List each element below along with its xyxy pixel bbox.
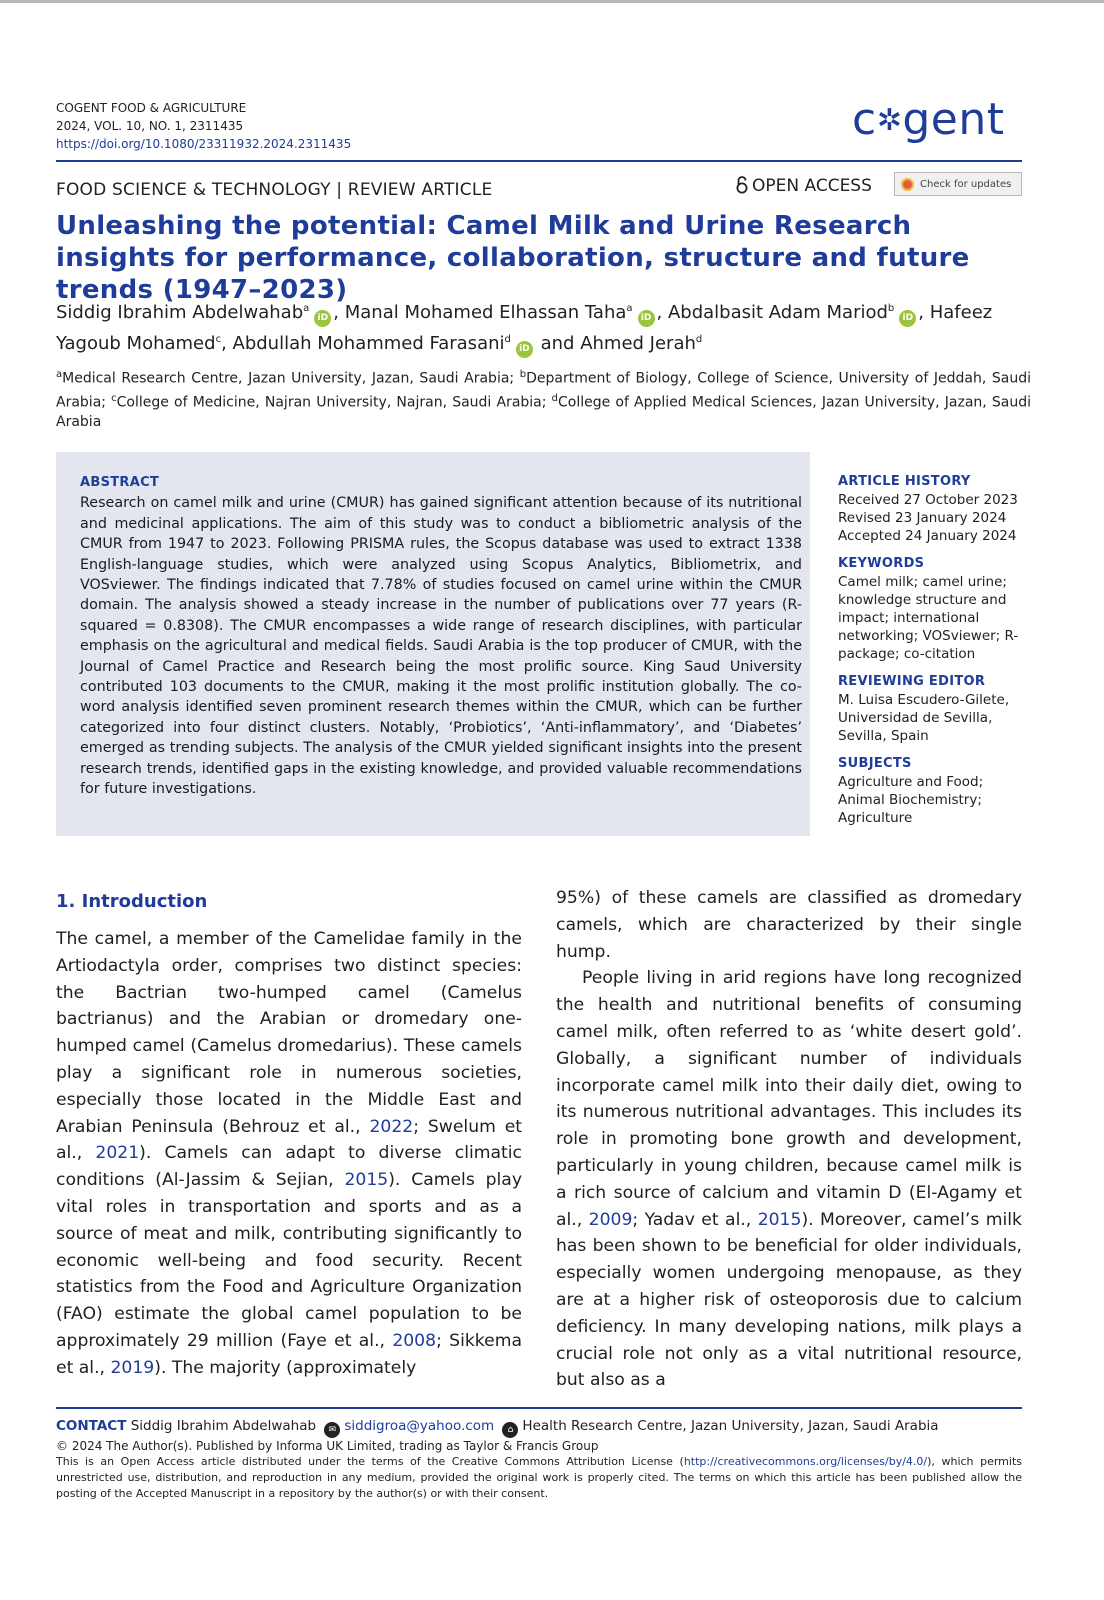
sidebar-text: Received 27 October 2023	[838, 492, 1018, 508]
citation-link[interactable]: 2009	[588, 1209, 633, 1230]
author-name: Abdullah Mohammed Farasani	[232, 333, 505, 354]
author	[233, 333, 535, 354]
sidebar-block	[838, 755, 1028, 827]
body-text: 95%) of these camels are classified as dromedary camels, which are characterized by their single hump.	[556, 888, 1022, 962]
author-separator: ,	[221, 333, 233, 354]
open-access-label: OPEN ACCESS	[752, 176, 872, 196]
footer-rule	[56, 1407, 1022, 1409]
body-text: ). Moreover, camel’s milk has been shown to be beneficial for older individuals, especially women undergoing menopause, as they are at a higher risk of osteoporosis due to calcium deficiency. In many developing nations, milk plays a crucial role not only as a vital nutritional resource, but also as a	[556, 1209, 1022, 1391]
orcid-icon[interactable]: iD	[516, 341, 533, 358]
body-text: ). Camels can adapt to diverse climatic conditions (Al-Jassim & Sejian,	[56, 1143, 522, 1191]
sidebar-text: Camel milk; camel urine; knowledge structure and impact; international networking; VOSviewer; R-package; co-citation	[838, 574, 1019, 662]
body-text: ). Camels play vital roles in transportation and sports and as a source of meat and milk, contributing significantly to economic well-being and food security. Recent statistics from the Food and Agriculture Organization (FAO) estimate the global camel population to be approximately 29 million (Faye et al.,	[56, 1170, 522, 1351]
license-text	[56, 1454, 1022, 1502]
citation-link[interactable]: 2015	[344, 1170, 389, 1191]
sidebar-text: Accepted 24 January 2024	[838, 528, 1017, 544]
author-affiliation-mark: c	[215, 334, 222, 345]
author-separator: ,	[656, 302, 668, 323]
check-updates-label: Check for updates	[920, 178, 1012, 190]
author-affiliation-mark: d	[504, 334, 511, 345]
abstract	[80, 473, 802, 800]
article-sidebar	[838, 473, 1028, 837]
body-text: ; Yadav et al.,	[632, 1209, 758, 1230]
contact-name: Siddig Ibrahim Abdelwahab	[130, 1418, 317, 1434]
section-label: FOOD SCIENCE & TECHNOLOGY | REVIEW ARTICLE	[56, 180, 493, 200]
check-updates-icon	[901, 178, 914, 191]
author-name: Manal Mohamed Elhassan Taha	[344, 302, 627, 323]
sidebar-label: REVIEWING EDITOR	[838, 674, 986, 689]
intro-paragraph	[556, 965, 1022, 1394]
top-border	[0, 0, 1104, 3]
journal-volume: 2024, VOL. 10, NO. 1, 2311435	[56, 119, 244, 133]
header-rule	[56, 160, 1022, 162]
sidebar-block	[838, 555, 1028, 663]
license-link[interactable]: http://creativecommons.org/licenses/by/4.0/	[683, 1455, 928, 1469]
author-name: Ahmed Jerah	[580, 333, 696, 354]
citation-link[interactable]: 2015	[757, 1209, 802, 1230]
address-icon: ⌂	[502, 1422, 518, 1438]
open-lock-icon	[736, 176, 748, 194]
citation-link[interactable]: 2008	[392, 1330, 437, 1351]
author-affiliation-mark: a	[303, 303, 310, 314]
body-text: People living in arid regions have long recognized the health and nutritional benefits of consuming camel milk, often referred to as ‘white desert gold’. Globally, a significant number of individuals incorporate camel milk into their daily diet, owing to its numerous nutritional advantages. This includes its role in promoting bone growth and development, particularly in young children, because camel milk is a rich source of calcium and vitamin D (El-Agamy et al.,	[556, 968, 1022, 1230]
contact-address: Health Research Centre, Jazan University, Jazan, Saudi Arabia	[522, 1418, 939, 1434]
author-affiliation-mark: d	[695, 334, 703, 345]
sidebar-label: SUBJECTS	[838, 756, 912, 771]
contact-email[interactable]: siddigroa@yahoo.com	[344, 1418, 495, 1434]
logo-right: gent	[902, 94, 1005, 145]
cogent-logo	[852, 94, 1004, 145]
logo-left: c	[852, 94, 877, 145]
body-text: ; Swelum et al.,	[56, 1116, 523, 1164]
check-for-updates-button[interactable]	[894, 172, 1022, 196]
contact-line	[56, 1416, 1022, 1438]
sidebar-label: KEYWORDS	[838, 556, 925, 571]
author-separator: ,	[918, 302, 930, 323]
contact-label: CONTACT	[56, 1418, 127, 1434]
orcid-icon[interactable]: iD	[899, 310, 916, 327]
intro-paragraph	[556, 885, 1022, 965]
article-title: Unleashing the potential: Camel Milk and Urine Research insights for performance, collaboration, structure and future trends (1947–2023)	[56, 211, 970, 305]
author	[56, 302, 333, 323]
copyright: © 2024 The Author(s). Published by Informa UK Limited, trading as Taylor & Francis Group	[56, 1439, 599, 1453]
orcid-icon[interactable]: iD	[638, 310, 655, 327]
sidebar-text: Agriculture and Food; Animal Biochemistry; Agriculture	[838, 774, 984, 826]
sidebar-block	[838, 473, 1028, 545]
affiliation-mark: c	[111, 392, 117, 404]
author-affiliation-mark: a	[626, 303, 633, 314]
abstract-text: Research on camel milk and urine (CMUR) has gained significant attention because of its nutritional and medicinal applications. The aim of this study was to conduct a bibliometric analysis of the CMUR from 1947 to 2023. Following PRISMA rules, the Scopus database was used to extract 1338 English-language studies, which were analyzed using Scopus Analytics, Bibliometrix, and VOSviewer. The findings indicated that 7.78% of studies focused on camel urine within the CMUR domain. The analysis showed a steady increase in the number of publications over 77 years (R-squared = 0.8308). The CMUR encompasses a wide range of research disciplines, with particular emphasis on the agricultural and medical fields. Saudi Arabia is the top producer of CMUR, with the Journal of Camel Practice and Research being the most prolific source. King Saud University contributed 103 documents to the CMUR, making it the most prolific institution globally. The co-word analysis identified seven prominent research themes within the CMUR, which can be further categorized into four distinct clusters. Notably, ‘Probiotics’, ‘Anti-inflammatory’, and ‘Diabetes’ emerged as trending subjects. The analysis of the CMUR yielded significant insights into the present research trends, identified gaps in the existing knowledge, and provided valuable recommendations for future investigations.	[80, 495, 802, 798]
author	[345, 302, 657, 323]
affiliation-text: Medical Research Centre, Jazan University, Jazan, Saudi Arabia;	[62, 370, 520, 387]
affiliation-text: College of Medicine, Najran University, Najran, Saudi Arabia;	[116, 394, 552, 411]
citation-link[interactable]: 2019	[110, 1357, 155, 1378]
affiliation-mark: a	[56, 369, 63, 380]
affiliations	[56, 365, 1031, 432]
journal-name: COGENT FOOD & AGRICULTURE	[56, 101, 247, 115]
author-name: Siddig Ibrahim Abdelwahab	[56, 302, 304, 323]
sidebar-text: M. Luisa Escudero-Gilete, Universidad de Sevilla, Sevilla, Spain	[838, 692, 1010, 744]
license-pre: This is an Open Access article distributed under the terms of the Creative Commons Attribution License (	[56, 1455, 684, 1469]
intro-column-2	[556, 885, 1022, 1394]
sidebar-text: Revised 23 January 2024	[838, 510, 1007, 526]
body-text: The camel, a member of the Camelidae family in the Artiodactyla order, comprises two distinct species: the Bactrian two-humped camel (Camelus bactrianus) and the Arabian or dromedary one-humped camel (Camelus dromedarius). These camels play a significant role in numerous societies, especially those located in the Middle East and Arabian Peninsula (Behrouz et al.,	[56, 929, 522, 1137]
author-list	[56, 296, 1026, 358]
logo-star-icon: ✲	[876, 103, 903, 138]
open-access-badge	[736, 176, 872, 196]
author-separator: ,	[333, 302, 345, 323]
body-text: ). The majority (approximately	[154, 1357, 417, 1378]
author	[668, 302, 918, 323]
author-name: Hafeez Yagoub Mohamed	[56, 302, 993, 354]
doi-link[interactable]: https://doi.org/10.1080/23311932.2024.2311435	[56, 137, 352, 151]
body-text: ; Sikkema et al.,	[56, 1330, 522, 1378]
author-name: Abdalbasit Adam Mariod	[667, 302, 888, 323]
orcid-icon[interactable]: iD	[314, 310, 331, 327]
sidebar-block	[838, 673, 1028, 745]
affiliation-text: Department of Biology, College of Science, University of Jeddah, Saudi Arabia;	[56, 370, 1032, 411]
footer	[56, 1416, 1022, 1502]
journal-info	[56, 99, 351, 153]
citation-link[interactable]: 2022	[369, 1116, 414, 1137]
author-separator: and	[534, 333, 581, 354]
license-post: ), which permits unrestricted use, distribution, and reproduction in any medium, provided the original work is properly cited. The terms on which this article has been published allow the posting of the Accepted Manuscript in a repository by the author(s) or with their consent.	[56, 1455, 1022, 1501]
affiliation-text: College of Applied Medical Sciences, Jazan University, Jazan, Saudi Arabia	[56, 394, 1031, 431]
email-icon: ✉	[324, 1422, 340, 1438]
affiliation-mark: b	[519, 369, 527, 380]
sidebar-label: ARTICLE HISTORY	[838, 474, 971, 489]
abstract-label: ABSTRACT	[80, 475, 160, 490]
citation-link[interactable]: 2021	[95, 1143, 140, 1164]
intro-heading: 1. Introduction	[56, 891, 208, 912]
intro-column-1	[56, 926, 522, 1382]
affiliation-mark: d	[551, 392, 558, 404]
author-affiliation-mark: b	[887, 303, 895, 314]
author	[580, 333, 702, 354]
